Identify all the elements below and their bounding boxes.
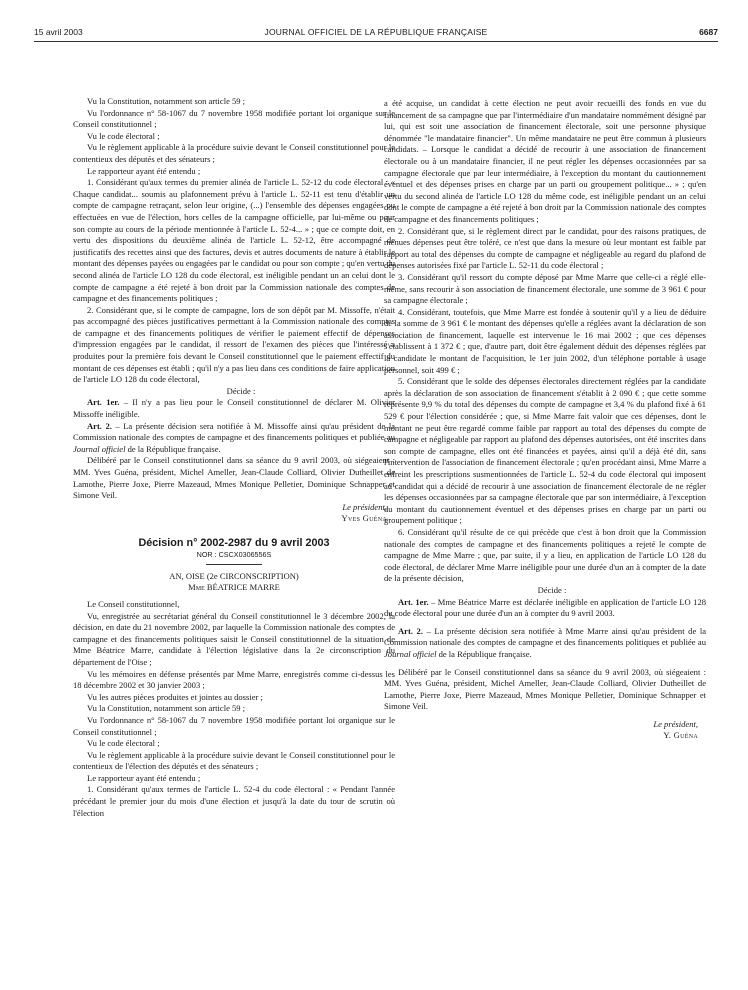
header-page-number: 6687 xyxy=(699,27,718,37)
article-2-journal: Journal officiel xyxy=(73,443,126,454)
article-2-text-b: de la République française. xyxy=(125,443,221,454)
visa-rapporteur: Le rapporteur ayant été entendu ; xyxy=(87,165,201,176)
article-2-marre-label: Art. 2. xyxy=(398,625,423,636)
decide-heading: Décide : xyxy=(226,385,256,396)
considerant-1-marre: 1. Considérant qu'aux termes de l'article L. 52-4 du code électoral : « Pendant l'année précédant le premier jour du mois d'une élection et jusqu'à la date du tour de scrutin où l'élection xyxy=(73,784,395,818)
signature-role-2: Le président, xyxy=(653,718,698,729)
signature-name: Yves Guéna xyxy=(341,513,387,524)
visa-reglement-2: Vu le règlement applicable à la procédure suivie devant le Conseil constitutionnel pour le contentieux de l'élection des députés et des sénateurs ; xyxy=(73,749,395,772)
visa-constitution: Vu la Constitution, notamment son article 59 ; xyxy=(87,96,246,106)
article-1-marre xyxy=(384,597,706,620)
considerant-2: 2. Considérant que, si le compte de campagne, lors de son dépôt par M. Missoffe, n'était pas accompagné des pièces justificatives permettant à la Commission nationale des comptes de campagne et des financements politiques de vérifier le paiement effectif de dépenses d'impression engagées par le candidat, il ressort de l'examen des pièces que l'intéressé a produites pour la première fois devant le Conseil constitutionnel que le paiement effectif du montant de ces dépenses est établi ; qu'il n'y a pas lieu dans ces conditions de faire application de l'article LO 128 du code électoral, xyxy=(73,304,395,385)
page-header xyxy=(34,27,718,42)
circonscription-heading: AN, OISE (2e CIRCONSCRIPTION) xyxy=(169,570,299,581)
header-journal-title: JOURNAL OFFICIEL DE LA RÉPUBLIQUE FRANÇAISE xyxy=(264,27,488,37)
decision-title: Décision n° 2002-2987 du 9 avril 2003 xyxy=(138,536,330,549)
separator-rule xyxy=(206,564,262,565)
visa-reglement: Vu le règlement applicable à la procédure suivie devant le Conseil constitutionnel pour le contentieux des députés et des sénateurs ; xyxy=(73,142,395,164)
deliberation-2: Délibéré par le Conseil constitutionnel dans sa séance du 9 avril 2003, où siégeaient : MM. Yves Guéna, président, Michel Ameller, Jean-Claude Colliard, Olivier Dutheillet de Lamothe, Pierre Joxe, Pierre Mazeaud, Mmes Monique Pelletier, Dominique Schnapper et Simone Veil. xyxy=(384,666,706,712)
article-1-marre-label: Art. 1er. xyxy=(398,596,429,607)
header-date: 15 avril 2003 xyxy=(34,27,83,37)
considerant-1: 1. Considérant qu'aux termes du premier alinéa de l'article L. 52-12 du code électoral : « Chaque candidat... soumis au plafonnement prévu à l'article L. 52-11 est tenu d'établir un compte de campagne retraçant, selon leur origine, (...) l'ensemble des dépenses engagées ou effectuées en vue de l'élection, hors celles de la campagne officielle, par lui-même ou pour son compte au cours de la période mentionnée à l'article L. 52-4... » ; que ce compte doit, en vertu des dispositions du deuxième alinéa de l'article L. 52-12, être accompagné de justificatifs des recettes ainsi que des factures, devis et autres documents de nature à établir le montant des dépenses payées ou engagées par le candidat ou pour son compte ; qu'en vertu du second alinéa de l'article LO 128 du code électoral, est inéligible pendant un an celui dont le compte de campagne a été rejeté à bon droit par la Commission nationale des comptes de campagne et des financements politiques ; xyxy=(73,177,395,304)
right-column xyxy=(384,98,706,946)
visa-ordonnance-2: Vu l'ordonnance n° 58-1067 du 7 novembre 1958 modifiée portant loi organique sur le Conseil constitutionnel ; xyxy=(73,714,395,737)
decide-heading-2: Décide : xyxy=(537,584,567,595)
visa-saisine: Vu, enregistrée au secrétariat général du Conseil constitutionnel le 3 décembre 2002, la décision, en date du 21 novembre 2002, par laquelle la Commission nationale des comptes de campagne et des financements politiques saisit le Conseil constitutionnel de la situation de Mme Béatrice Marre, candidate à l'élection législative dans la 2e circonscription du département de l'Oise ; xyxy=(73,610,395,667)
article-1-label: Art. 1er. xyxy=(87,397,120,408)
visa-pieces: Vu les autres pièces produites et jointes au dossier ; xyxy=(87,691,263,702)
article-2 xyxy=(73,421,395,456)
signature-role: Le président, xyxy=(342,501,387,512)
article-2-marre-text-b: de la République française. xyxy=(436,648,532,659)
left-column xyxy=(73,96,395,958)
article-2-label: Art. 2. xyxy=(87,420,112,431)
article-2-marre xyxy=(384,626,706,661)
article-1-marre-text: – Mme Béatrice Marre est déclarée inéligible en application de l'article LO 128 du code électoral pour une durée d'un an à compter du 9 avril 2003. xyxy=(384,596,706,619)
article-1-text: – Il n'y a pas lieu pour le Conseil constitutionnel de déclarer M. Olivier Missoffe inéligible. xyxy=(73,397,395,420)
considerant-2-marre: 2. Considérant que, si le règlement direct par le candidat, pour des raisons pratiques, de menues dépenses peut être toléré, ce n'est que dans la mesure où leur montant est faible par rapport au total des dépenses du compte de campagne et négligeable au regard du plafond de dépenses autorisées fixé par l'article L. 52-11 du code électoral ; xyxy=(384,225,706,271)
visa-code-electoral: Vu le code électoral ; xyxy=(87,130,160,141)
considerant-3-marre: 3. Considérant qu'il ressort du compte déposé par Mme Marre que celle-ci a réglé elle-même, sans recourir à son association de financement électorale, une somme de 3 961 € pour sa campagne électorale ; xyxy=(384,271,706,306)
considerant-1-continued: a été acquise, un candidat à cette élection ne peut avoir recueilli des fonds en vue du financement de sa campagne que par l'intermédiaire d'un mandataire nommément désigné par lui, qui est soit une association de financement électorale, soit une personne physique dénommée "le mandataire financier". Un même mandataire ne peut être commun à plusieurs candidats. – Lorsque le candidat a décidé de recourir à une association de financement électorale ou à un mandataire financier, il ne peut régler les dépenses occasionnées par sa campagne électorale que par leur intermédiaire, à l'exception du montant du cautionnement éventuel et des dépenses prises en charge par un parti ou groupement politique... » ; qu'en vertu du second alinéa de l'article LO 128 du même code, est inéligible pendant un an celui dont le compte de campagne a été rejeté à bon droit par la Commission nationale des comptes de campagne et des financements politiques ; xyxy=(384,98,706,224)
article-2-marre-journal: Journal officiel xyxy=(384,648,437,659)
conseil-opening: Le Conseil constitutionnel, xyxy=(87,598,180,609)
visa-rapporteur-2: Le rapporteur ayant été entendu ; xyxy=(87,772,201,783)
considerant-5-marre: 5. Considérant que le solde des dépenses électorales directement réglées par la candidate après la déclaration de son association de financement s'établit à 2 090 € ; que cette somme représente 9,9 % du total des dépenses du compte de campagne et 3,4 % du plafond fixé à 61 529 € pour l'élection considérée ; que, si Mme Marre fait valoir que ces dépenses, dont le montant ne peut être regardé comme faible par rapport au total des dépenses du compte de campagne et négligeable par rapport au plafond des dépenses autorisées, ont été inscrites dans son compte de campagne, elles ont été financées et payées, ainsi qu'il a déjà été dit, sans l'intervention de l'association de financement électorale ; qu'en procédant ainsi, Mme Marre a enfreint les prescriptions susmentionnées de l'article L. 52-4 du code électoral qui imposent au candidat qui a décidé de recourir à une association de financement électorale de ne régler les dépenses occasionnées par sa campagne électorale que par son intermédiaire, à l'exception du montant du cautionnement éventuel et des dépenses prises en charge par un parti ou groupement politique ; xyxy=(384,376,706,526)
visa-constitution-2: Vu la Constitution, notamment son article 59 ; xyxy=(87,703,246,714)
article-1 xyxy=(73,397,395,420)
considerant-4-marre: 4. Considérant, toutefois, que Mme Marre est fondée à soutenir qu'il y a lieu de déduire de la somme de 3 961 € le montant des dépenses qu'elle a réglées avant la déclaration de son association de financement, laquelle est intervenue le 16 mai 2002 ; que ces dépenses s'établissent à 1 372 € ; que, d'autre part, doit être également déduit des dépenses réglées par la candidate le montant de l'acquisition, le 1er juin 2002, d'un téléphone portable à usage personnel, soit 499 € ; xyxy=(384,306,706,375)
candidate-heading: Mme BÉATRICE MARRE xyxy=(188,581,280,592)
article-2-marre-text-a: – La présente décision sera notifiée à Mme Marre ainsi qu'au président de la Commission nationale des comptes de campagne et des financements politiques et publiée au xyxy=(384,625,706,648)
considerant-6-marre: 6. Considérant qu'il résulte de ce qui précède que c'est à bon droit que la Commission nationale des comptes de campagne et des financements politiques a rejeté le compte de campagne de Mme Marre ; que, par suite, il y a lieu, en application de l'article LO 128 du code électoral, de déclarer Mme Marre inéligible pour une durée d'un an à compter de la date de la présente décision, xyxy=(384,526,706,584)
visa-memoires: Vu les mémoires en défense présentés par Mme Marre, enregistrés comme ci-dessus les 18 décembre 2002 et 30 janvier 2003 ; xyxy=(73,668,395,691)
signature-name-2: Y. Guéna xyxy=(663,730,698,741)
deliberation: Délibéré par le Conseil constitutionnel dans sa séance du 9 avril 2003, où siégeaient : MM. Yves Guéna, président, Michel Ameller, Jean-Claude Colliard, Olivier Dutheillet de Lamothe, Pierre Joxe, Pierre Mazeaud, Mmes Monique Pelletier, Dominique Schnapper et Simone Veil. xyxy=(73,455,395,501)
visa-ordonnance: Vu l'ordonnance n° 58-1067 du 7 novembre 1958 modifiée portant loi organique sur le Conseil constitutionnel ; xyxy=(73,107,395,130)
visa-code-electoral-2: Vu le code électoral ; xyxy=(87,738,160,749)
nor-reference: NOR : CSCX0306556S xyxy=(196,549,272,559)
article-2-text-a: – La présente décision sera notifiée à M. Missoffe ainsi qu'au président de la Commission nationale des comptes de campagne et des financements politiques et publiée au xyxy=(73,420,395,443)
